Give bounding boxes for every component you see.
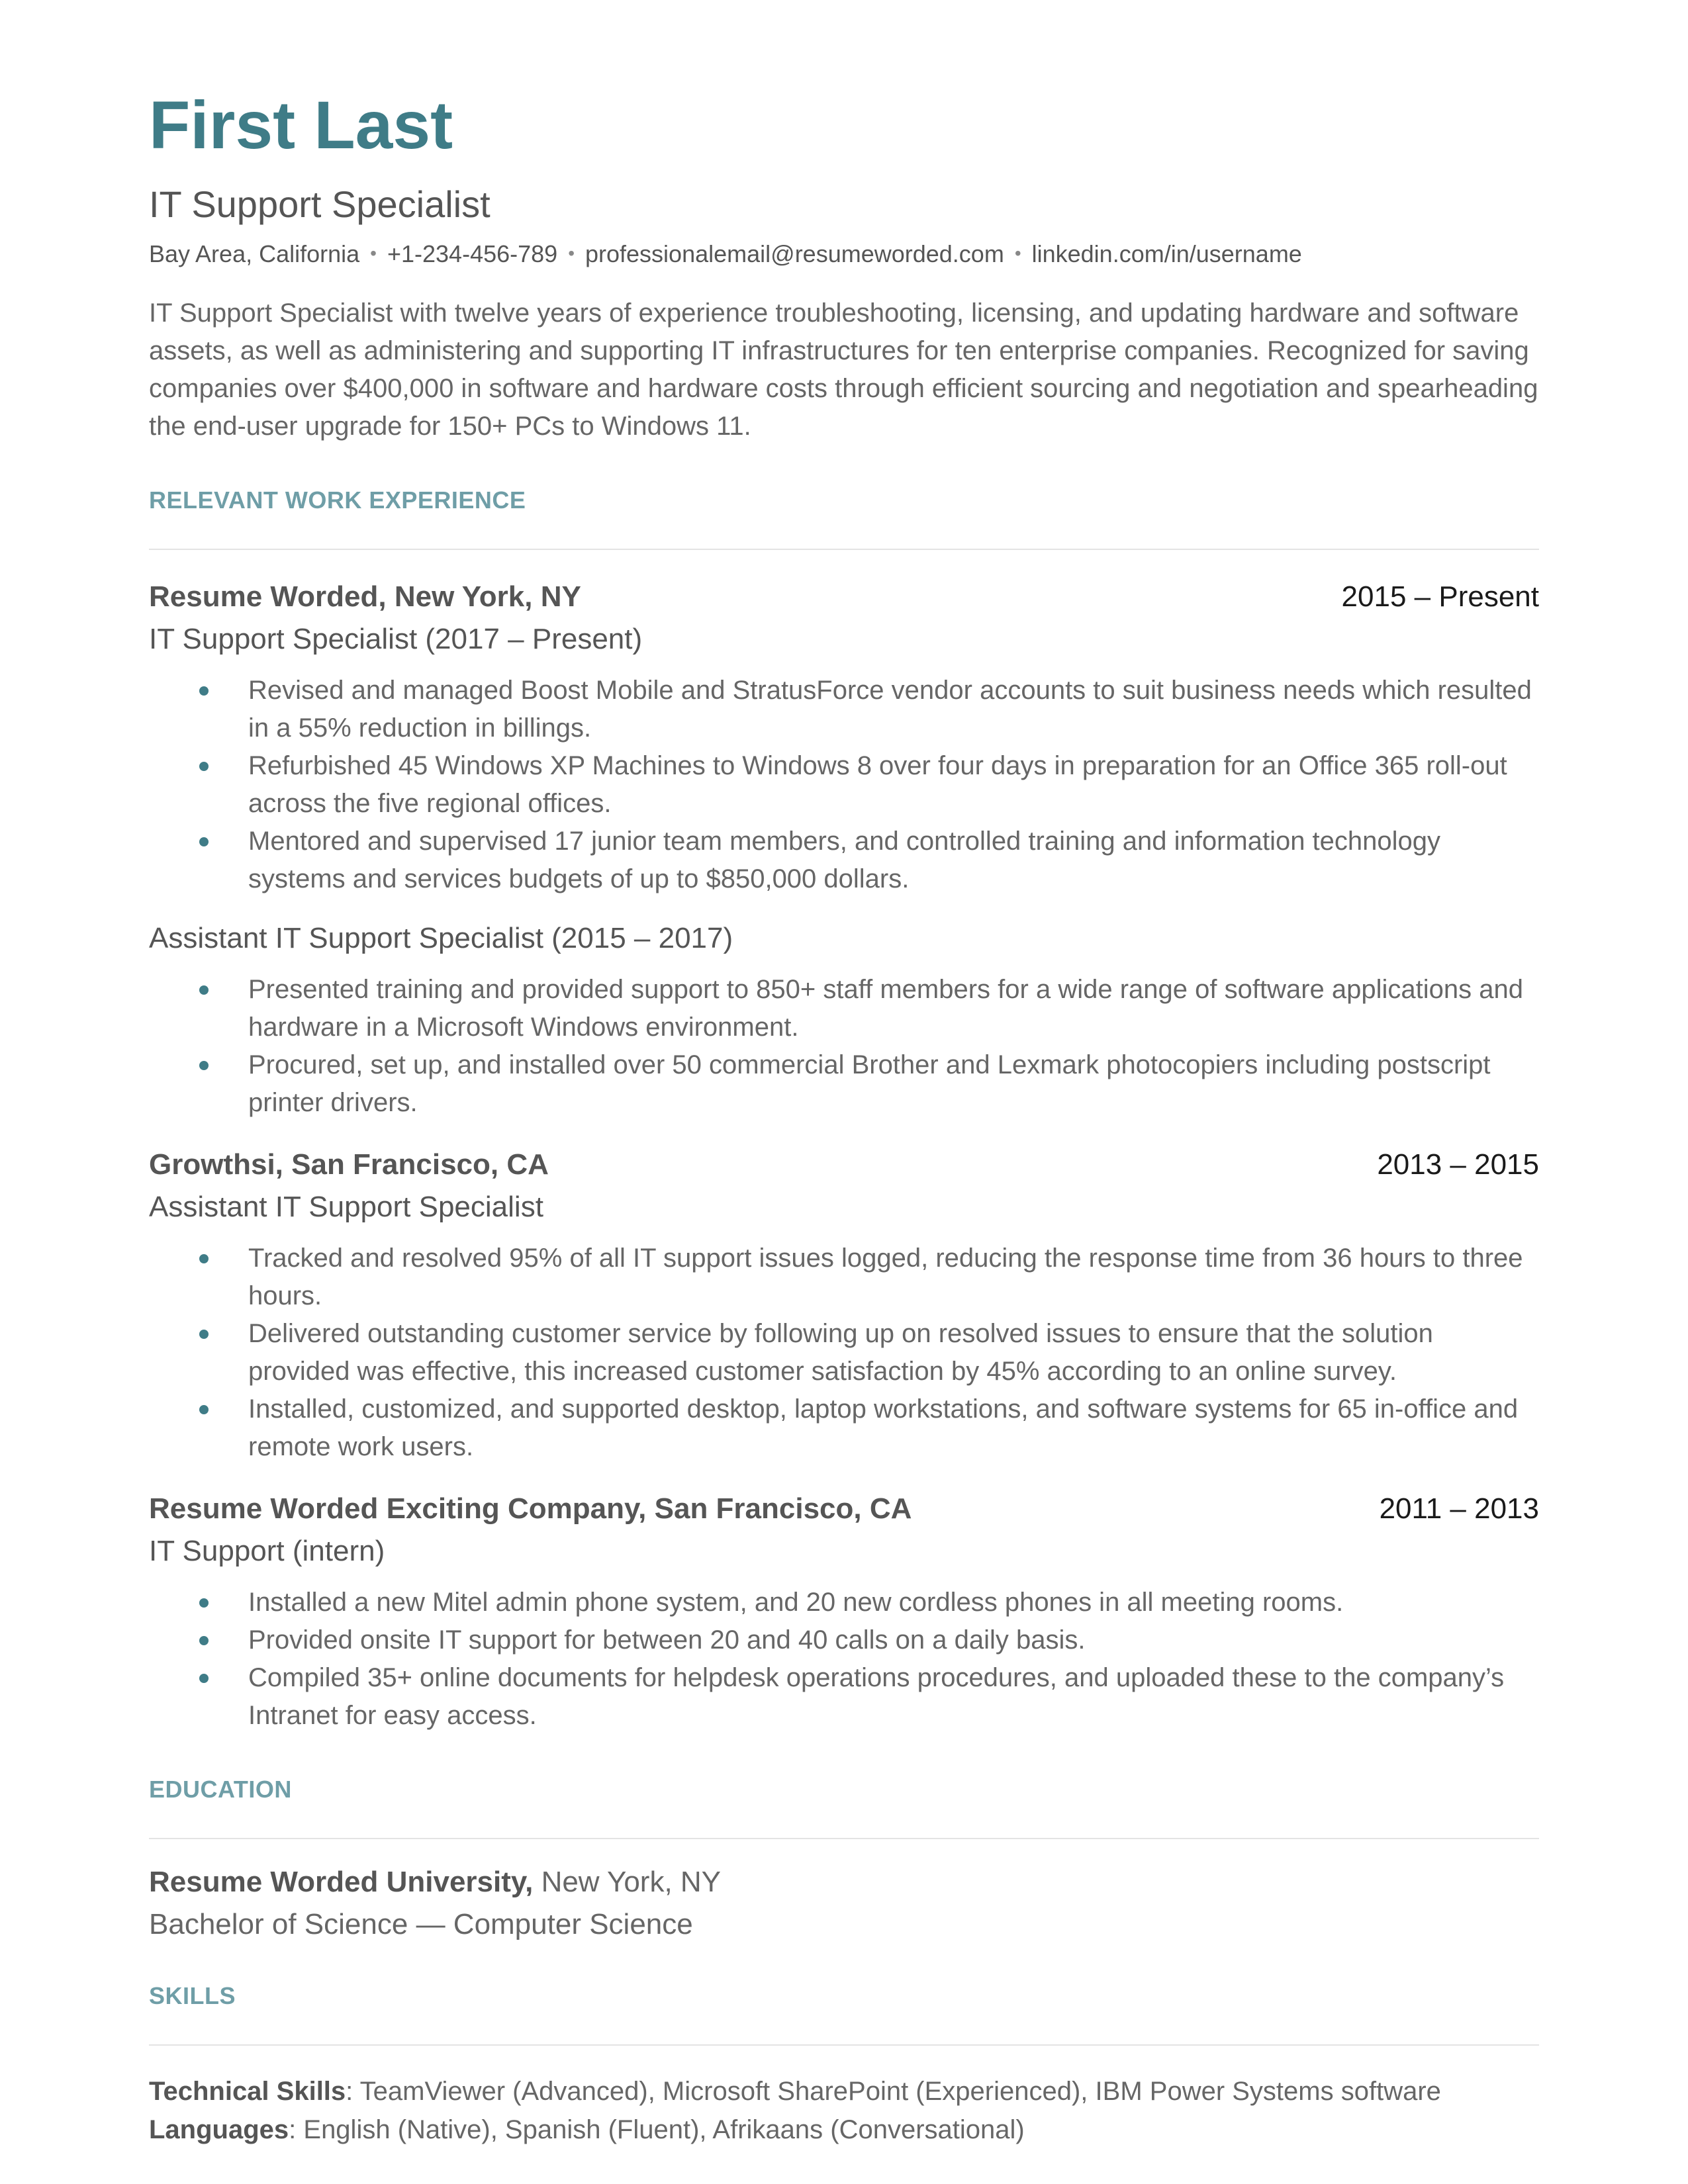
job-role: IT Support (intern) (149, 1534, 385, 1567)
bullet-dot (199, 985, 209, 995)
bullet-item (149, 1046, 1539, 1122)
job-sub-bullets (149, 971, 1539, 1122)
contact-line (149, 240, 1539, 268)
section-title-education: EDUCATION (149, 1775, 292, 1803)
bullet-dot (199, 1674, 209, 1683)
bullet-text: Installed a new Mitel admin phone system, and 20 new cordless phones in all meeting rooms. (248, 1587, 1344, 1617)
bullet-text: Compiled 35+ online documents for helpdesk operations procedures, and uploaded these to the company’s Intranet for easy access. (248, 1662, 1505, 1730)
bullet-item (149, 1659, 1539, 1735)
job-bullets (149, 1584, 1539, 1735)
bullet-item (149, 823, 1539, 898)
job-entry (149, 1148, 1539, 1466)
bullet-item (149, 672, 1539, 747)
separator-dot: • (1014, 242, 1021, 263)
bullet-item (149, 1584, 1539, 1621)
skills-languages (149, 2111, 1539, 2149)
job-company: Growthsi, San Francisco, CA (149, 1148, 549, 1181)
separator-dot: • (568, 242, 575, 263)
skills-technical-label: Technical Skills (149, 2076, 346, 2106)
bullet-item (149, 1390, 1539, 1466)
job-company: Resume Worded Exciting Company, San Francisco, CA (149, 1492, 912, 1525)
contact-email: professionalemail@resumeworded.com (585, 240, 1004, 267)
job-header (149, 580, 1539, 614)
job-header (149, 1492, 1539, 1525)
bullet-text: Installed, customized, and supported desktop, laptop workstations, and software systems for 65 in-office and remote work users. (248, 1394, 1519, 1461)
bullet-item (149, 1240, 1539, 1315)
bullet-text: Procured, set up, and installed over 50 commercial Brother and Lexmark photocopiers including postscript printer drivers. (248, 1050, 1491, 1117)
job-dates: 2013 – 2015 (1377, 1148, 1539, 1181)
bullet-text: Provided onsite IT support for between 20 and 40 calls on a daily basis. (248, 1625, 1086, 1655)
bullet-dot (199, 686, 209, 696)
education-entry (149, 1866, 1539, 1899)
bullet-dot (199, 837, 209, 846)
job-header (149, 1148, 1539, 1181)
skills-languages-label: Languages (149, 2115, 289, 2144)
contact-linkedin: linkedin.com/in/username (1031, 240, 1302, 267)
job-company: Resume Worded, New York, NY (149, 580, 581, 613)
education-degree: Bachelor of Science — Computer Science (149, 1907, 693, 1940)
job-entry (149, 580, 1539, 1122)
job-role: Assistant IT Support Specialist (149, 1190, 543, 1223)
job-entry (149, 1492, 1539, 1735)
bullet-item (149, 747, 1539, 823)
bullet-item (149, 1315, 1539, 1390)
section-title-skills: SKILLS (149, 1981, 236, 2009)
bullet-dot (199, 1061, 209, 1070)
bullet-text: Refurbished 45 Windows XP Machines to Windows 8 over four days in preparation for an Office 365 roll-out across the five regional offices. (248, 751, 1507, 818)
skills-technical-list: : TeamViewer (Advanced), Microsoft SharePoint (Experienced), IBM Power Systems software (346, 2076, 1441, 2106)
candidate-name: First Last (149, 87, 453, 163)
section-divider (149, 549, 1539, 550)
bullet-text: Revised and managed Boost Mobile and StratusForce vendor accounts to suit business needs which resulted in a 55% reduction in billings. (248, 675, 1532, 743)
job-bullets (149, 1240, 1539, 1466)
section-divider (149, 1838, 1539, 1839)
bullet-text: Presented training and provided support to 850+ staff members for a wide range of software applications and hardware in a Microsoft Windows environment. (248, 974, 1523, 1042)
section-title-experience: RELEVANT WORK EXPERIENCE (149, 486, 526, 514)
bullet-dot (199, 762, 209, 771)
job-dates: 2011 – 2013 (1379, 1492, 1539, 1525)
job-bullets (149, 672, 1539, 898)
education-school: Resume Worded University, (149, 1865, 534, 1898)
skills-languages-list: : English (Native), Spanish (Fluent), Afrikaans (Conversational) (289, 2115, 1025, 2144)
contact-location: Bay Area, California (149, 240, 360, 267)
candidate-title: IT Support Specialist (149, 183, 491, 225)
skills-technical (149, 2072, 1539, 2111)
bullet-text: Mentored and supervised 17 junior team members, and controlled training and information technology systems and services budgets of up to $850,000 dollars. (248, 826, 1441, 893)
contact-phone: +1-234-456-789 (387, 240, 558, 267)
resume-content (149, 79, 1539, 2149)
bullet-dot (199, 1598, 209, 1608)
summary-paragraph: IT Support Specialist with twelve years of experience troubleshooting, licensing, and updating hardware and software assets, as well as administering and supporting IT infrastructures for ten enterprise companies. Recognized for saving companies over $400,000 in software and hardware costs through efficient sourcing and negotiation and spearheading the end-user upgrade for 150+ PCs to Windows 11. (149, 298, 1538, 441)
education-location: New York, NY (541, 1865, 722, 1898)
bullet-text: Tracked and resolved 95% of all IT support issues logged, reducing the response time from 36 hours to three hours. (248, 1243, 1523, 1310)
job-role: IT Support Specialist (2017 – Present) (149, 622, 643, 655)
separator-dot: • (370, 242, 377, 263)
job-sub-role: Assistant IT Support Specialist (2015 – 2017) (149, 921, 733, 954)
bullet-dot (199, 1254, 209, 1263)
bullet-dot (199, 1405, 209, 1414)
bullet-dot (199, 1330, 209, 1339)
bullet-text: Delivered outstanding customer service by following up on resolved issues to ensure that the solution provided was effective, this increased customer satisfaction by 45% according to an online survey. (248, 1318, 1433, 1386)
section-divider (149, 2044, 1539, 2046)
bullet-item (149, 1621, 1539, 1659)
job-dates: 2015 – Present (1341, 580, 1539, 613)
bullet-dot (199, 1636, 209, 1645)
bullet-item (149, 971, 1539, 1046)
